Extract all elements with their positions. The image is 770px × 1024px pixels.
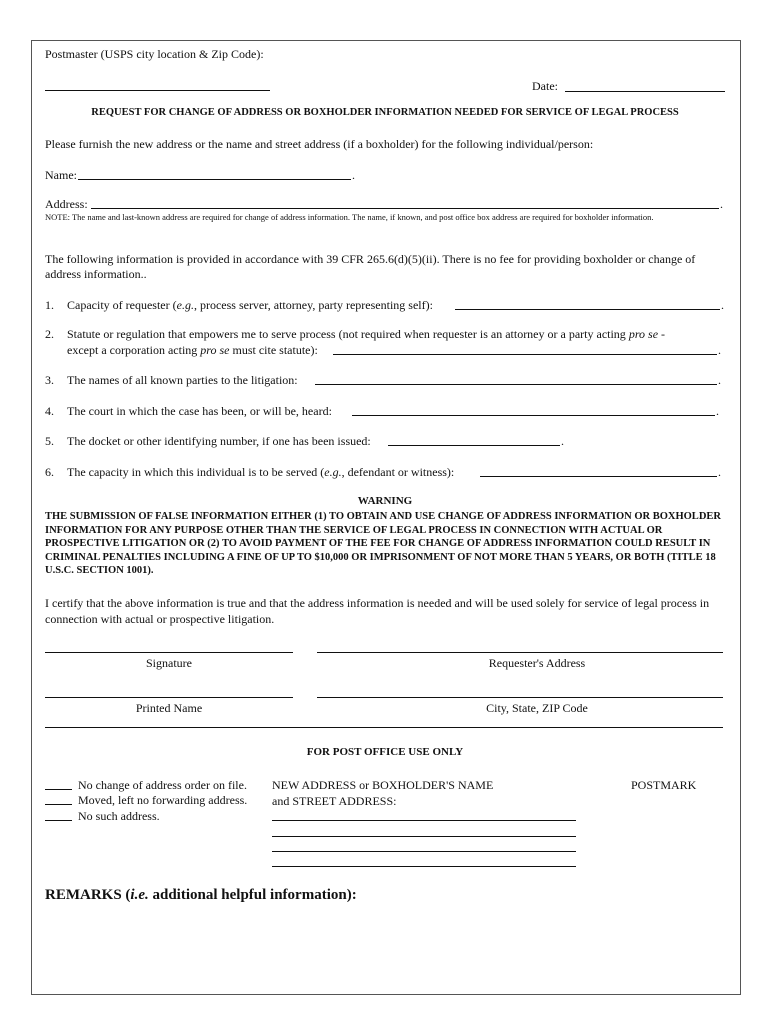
new-address-field-4[interactable]	[272, 866, 576, 867]
item-5-period: .	[561, 434, 564, 448]
intro-text: Please furnish the new address or the name and street address (if a boxholder) for the following individual/person:	[45, 137, 594, 151]
item-6-period: .	[718, 465, 721, 479]
item-4-number: 4.	[45, 404, 54, 418]
option-1-blank[interactable]	[45, 789, 72, 790]
item-2-label-line1: Statute or regulation that empowers me to serve process (not required when requester is an attorney or a party acting pro se -	[67, 327, 666, 341]
item-4-label: The court in which the case has been, or will be, heard:	[67, 404, 332, 418]
signature-label: Signature	[146, 656, 192, 670]
item-2-field[interactable]	[333, 354, 717, 355]
item-6-number: 6.	[45, 465, 54, 479]
name-period: .	[352, 168, 355, 182]
item-6-label: The capacity in which this individual is to be served (e.g., defendant or witness):	[67, 465, 455, 479]
item-1-number: 1.	[45, 298, 54, 312]
printed-name-field[interactable]	[45, 697, 293, 698]
address-field[interactable]	[91, 208, 719, 209]
signature-field[interactable]	[45, 652, 293, 653]
option-1-label: No change of address order on file.	[78, 778, 247, 792]
item-3-field[interactable]	[315, 384, 717, 385]
option-3-blank[interactable]	[45, 820, 72, 821]
option-2-blank[interactable]	[45, 804, 72, 805]
section-divider	[45, 727, 723, 728]
option-3-label: No such address.	[78, 809, 160, 823]
item-3-period: .	[718, 373, 721, 387]
item-2-period: .	[718, 343, 721, 357]
post-office-heading: FOR POST OFFICE USE ONLY	[306, 746, 464, 758]
city-state-zip-field[interactable]	[317, 697, 723, 698]
requester-address-label: Requester's Address	[488, 656, 586, 670]
item-1-label: Capacity of requester (e.g., process server, attorney, party representing self):	[67, 298, 433, 312]
item-1-field[interactable]	[455, 309, 720, 310]
item-3-label: The names of all known parties to the litigation:	[67, 373, 298, 387]
form-title: REQUEST FOR CHANGE OF ADDRESS OR BOXHOLDER INFORMATION NEEDED FOR SERVICE OF LEGAL PROCESS	[91, 107, 679, 118]
date-label: Date:	[532, 79, 558, 93]
item-4-period: .	[716, 404, 719, 418]
new-address-field-2[interactable]	[272, 836, 576, 837]
date-field[interactable]	[565, 91, 725, 92]
new-address-label-line2: and STREET ADDRESS:	[272, 794, 397, 808]
item-4-field[interactable]	[352, 415, 715, 416]
item-1-period: .	[721, 298, 724, 312]
warning-body: THE SUBMISSION OF FALSE INFORMATION EITHER (1) TO OBTAIN AND USE CHANGE OF ADDRESS INFORMATION OR BOXHOLDER INFORMATION FOR ANY PURPOSE OTHER THAN THE SERVICE OF LEGAL PROCESS IN CONNECTION WITH ACTUAL OR PROSPECTIVE LITIGATION OR (2) TO AVOID PAYMENT OF THE FEE FOR CHANGE OF ADDRESS INFORMATION COULD RESULT IN CRIMINAL PENALTIES INCLUDING A FINE OF UP TO $10,000 OR IMPRISONMENT OF NOT MORE THAN 5 YEARS, OR BOTH (TITLE 18 U.S.C. SECTION 1001).	[45, 511, 721, 576]
item-3-number: 3.	[45, 373, 54, 387]
item-5-label: The docket or other identifying number, if one has been issued:	[67, 434, 371, 448]
requester-address-field[interactable]	[317, 652, 723, 653]
new-address-label-line1: NEW ADDRESS or BOXHOLDER'S NAME	[272, 778, 494, 792]
postmaster-field[interactable]	[45, 90, 270, 91]
regulation-text: The following information is provided in accordance with 39 CFR 265.6(d)(5)(ii). There is no fee for providing boxholder or change of address information..	[45, 252, 696, 281]
city-state-zip-label: City, State, ZIP Code	[486, 701, 588, 715]
warning-heading: WARNING	[357, 495, 413, 507]
remarks-heading: REMARKS (i.e. additional helpful information):	[45, 887, 357, 903]
new-address-field-3[interactable]	[272, 851, 576, 852]
item-2-label-line2: except a corporation acting pro se must cite statute):	[67, 343, 318, 357]
item-6-field[interactable]	[480, 476, 717, 477]
item-5-number: 5.	[45, 434, 54, 448]
name-label: Name:	[45, 168, 77, 182]
item-5-field[interactable]	[388, 445, 560, 446]
address-label: Address:	[45, 197, 88, 211]
certify-text: I certify that the above information is true and that the address information is needed and will be used solely for service of legal process in connection with actual or prospective litigation.	[45, 596, 710, 626]
item-2-number: 2.	[45, 327, 54, 341]
address-period: .	[720, 197, 723, 211]
postmark-label: POSTMARK	[631, 778, 697, 792]
printed-name-label: Printed Name	[135, 701, 203, 715]
note-text: NOTE: The name and last-known address are required for change of address information. The name, if known, and post office box address are required for boxholder information.	[45, 212, 654, 222]
postmaster-label: Postmaster (USPS city location & Zip Code):	[45, 47, 264, 61]
option-2-label: Moved, left no forwarding address.	[78, 793, 248, 807]
new-address-field-1[interactable]	[272, 820, 576, 821]
name-field[interactable]	[78, 179, 351, 180]
